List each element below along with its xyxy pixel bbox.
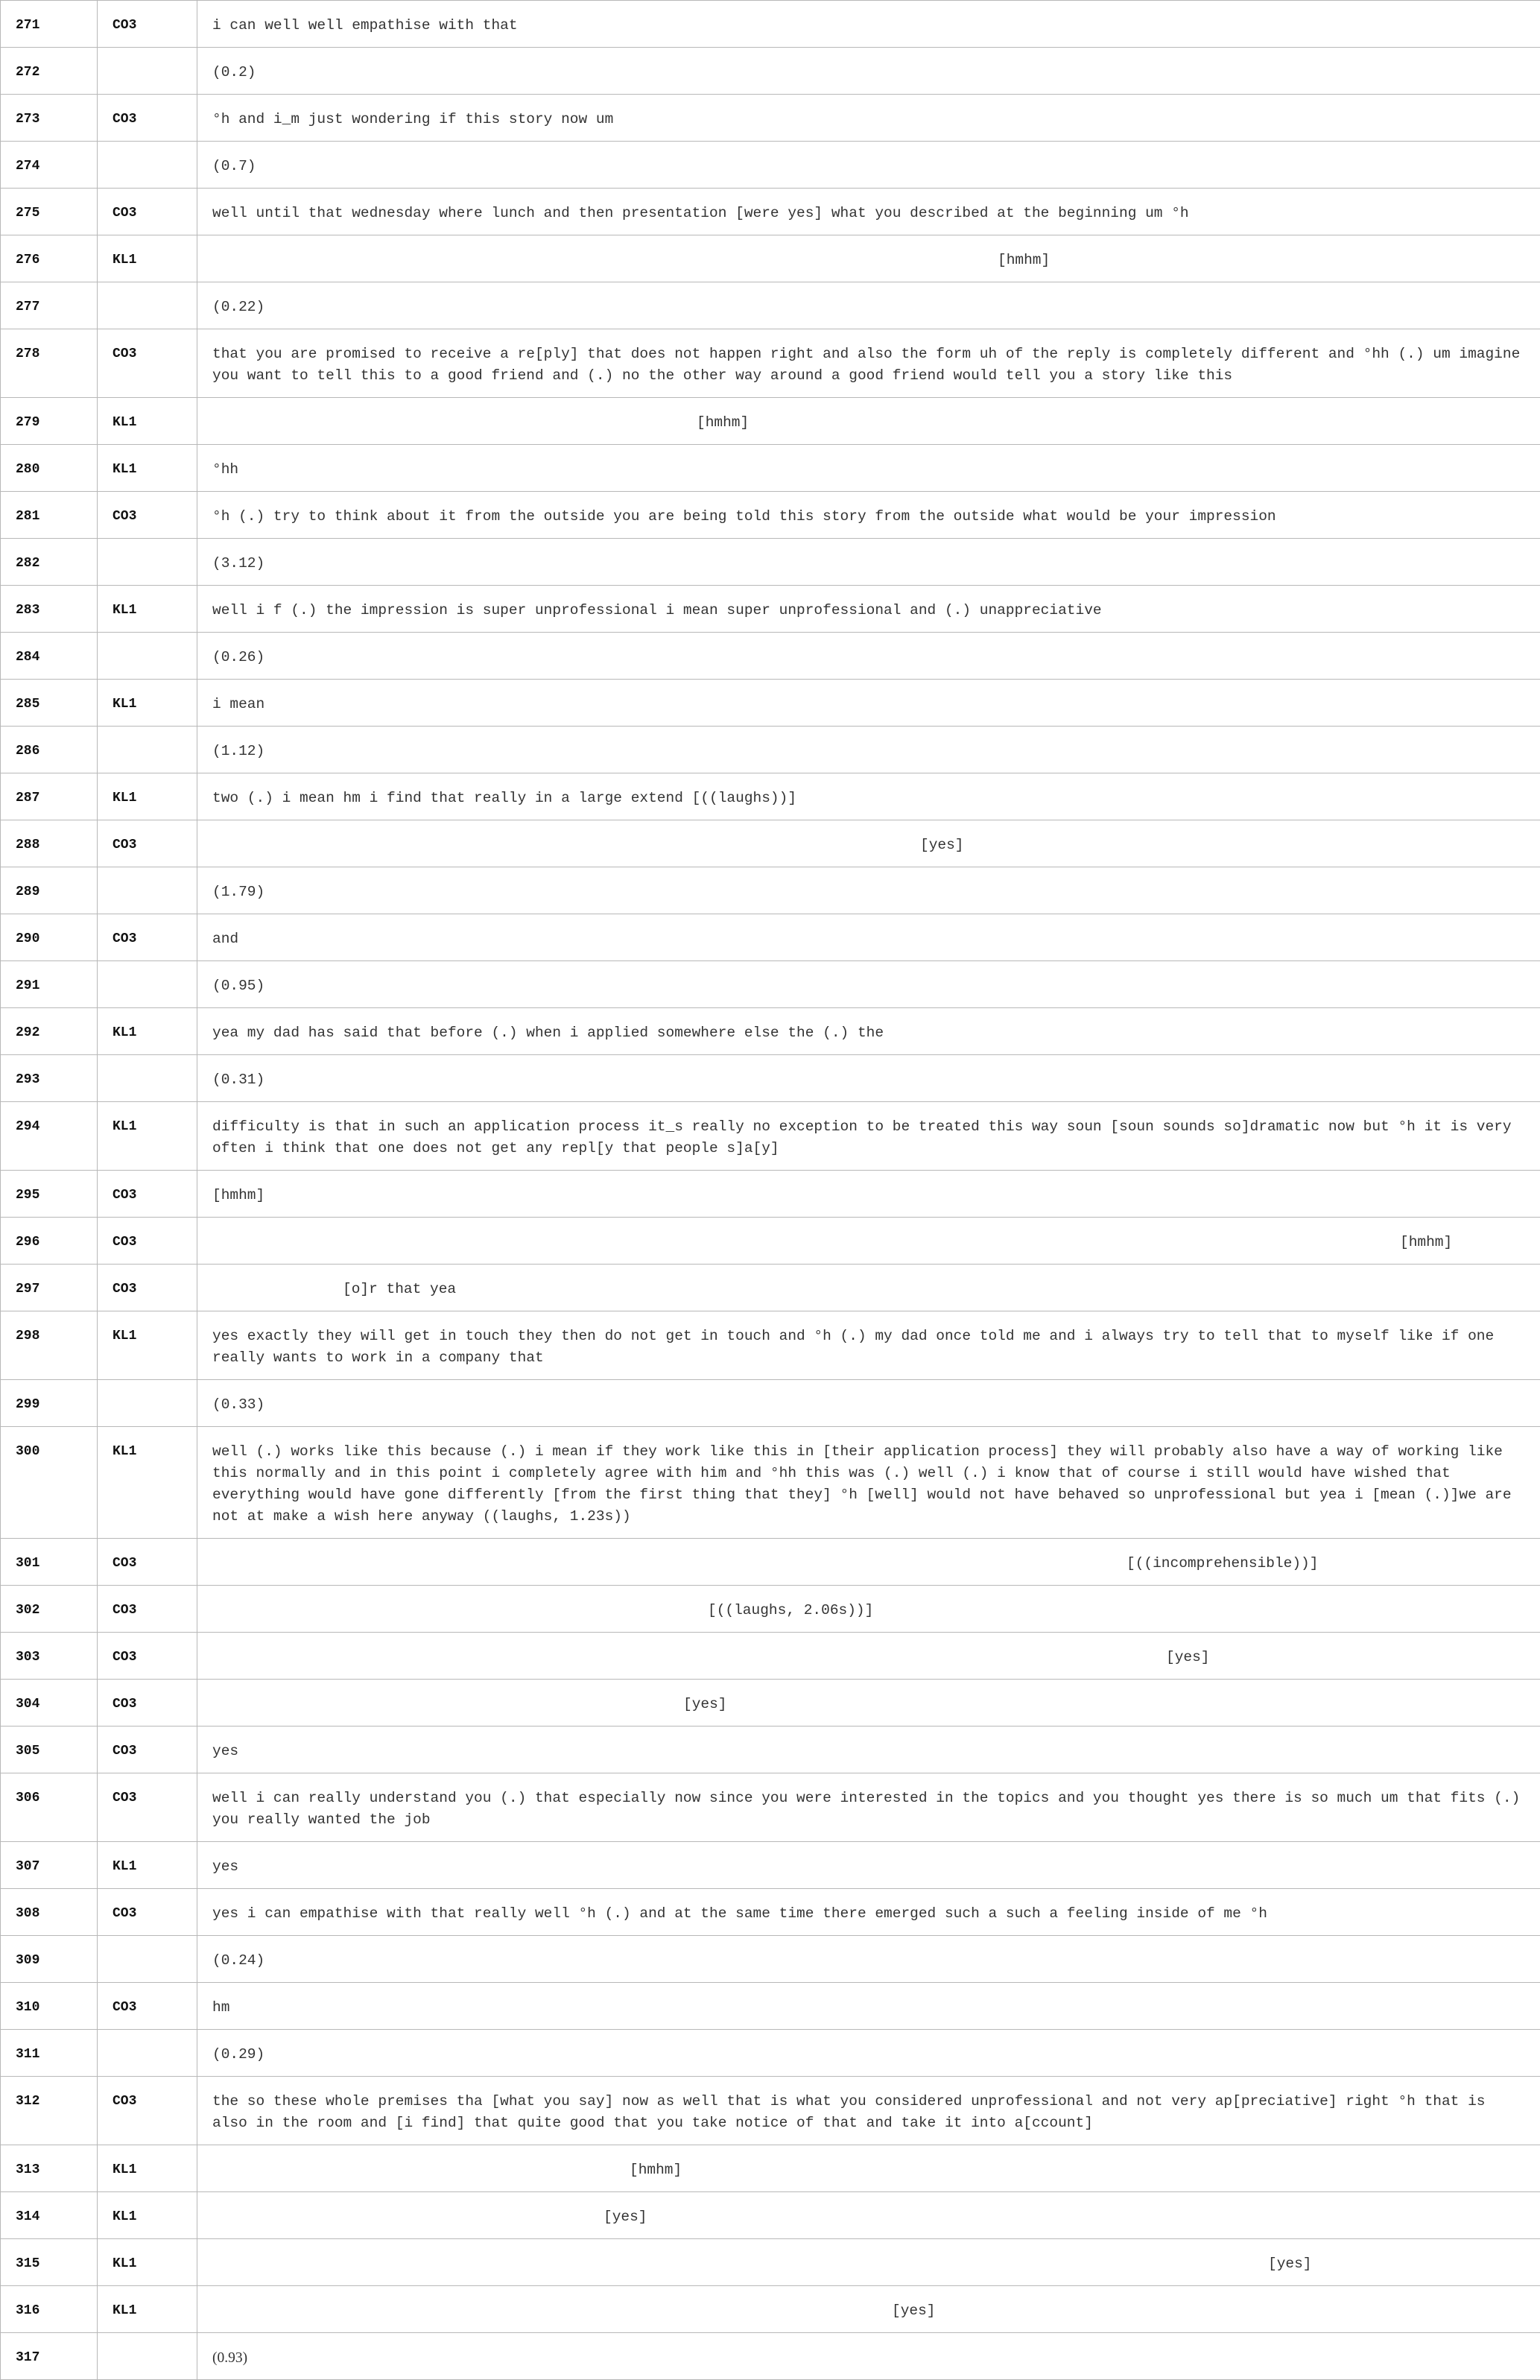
line-number: 285 <box>1 680 98 727</box>
utterance-text: (0.95) <box>197 961 1540 1008</box>
transcript-row <box>1 1055 1540 1102</box>
line-number: 292 <box>1 1008 98 1055</box>
speaker-code <box>98 2030 197 2077</box>
line-number: 314 <box>1 2192 98 2239</box>
utterance-text: that you are promised to receive a re[ply] that does not happen right and also the form uh of the reply is completely different and °hh (.) um imagine you want to tell this to a good friend and (.) no the other way around a good friend would tell you a story like this <box>197 329 1540 398</box>
utterance-text: (0.26) <box>197 633 1540 680</box>
line-number: 293 <box>1 1055 98 1102</box>
line-number: 290 <box>1 914 98 961</box>
transcript-row <box>1 1 1540 48</box>
transcript-row <box>1 48 1540 95</box>
utterance-text: difficulty is that in such an application process it_s really no exception to be treated this way soun [soun sounds so]dramatic now but °h it is very often i think that one does not get any repl[y that people s]a[y] <box>197 1102 1540 1171</box>
line-number: 288 <box>1 820 98 867</box>
line-number: 299 <box>1 1380 98 1427</box>
utterance-text: °hh <box>197 445 1540 492</box>
speaker-code <box>98 2333 197 2380</box>
transcript-row <box>1 445 1540 492</box>
utterance-text: [hmhm] <box>197 1218 1540 1265</box>
utterance-text: (1.12) <box>197 727 1540 773</box>
transcript-row <box>1 1633 1540 1680</box>
line-number: 316 <box>1 2286 98 2333</box>
utterance-text: yes exactly they will get in touch they then do not get in touch and °h (.) my dad once told me and i always try to tell that to myself like if one really wants to work in a company that <box>197 1311 1540 1380</box>
speaker-code: CO3 <box>98 1171 197 1218</box>
utterance-text: [yes] <box>197 1633 1540 1680</box>
utterance-text: [yes] <box>197 820 1540 867</box>
line-number: 295 <box>1 1171 98 1218</box>
transcript-row <box>1 1380 1540 1427</box>
line-number: 305 <box>1 1727 98 1773</box>
speaker-code: CO3 <box>98 1265 197 1311</box>
line-number: 304 <box>1 1680 98 1727</box>
line-number: 282 <box>1 539 98 586</box>
speaker-code: KL1 <box>98 1842 197 1889</box>
utterance-text: [((incomprehensible))] <box>197 1539 1540 1586</box>
speaker-code: KL1 <box>98 1311 197 1380</box>
transcript-row <box>1 961 1540 1008</box>
line-number: 275 <box>1 189 98 235</box>
transcript-row <box>1 1218 1540 1265</box>
transcript-row <box>1 773 1540 820</box>
utterance-text: (0.33) <box>197 1380 1540 1427</box>
line-number: 303 <box>1 1633 98 1680</box>
speaker-code: KL1 <box>98 586 197 633</box>
transcript-row <box>1 2145 1540 2192</box>
speaker-code <box>98 1055 197 1102</box>
utterance-text: and <box>197 914 1540 961</box>
speaker-code: KL1 <box>98 398 197 445</box>
transcript-row <box>1 1773 1540 1842</box>
transcript-row <box>1 1171 1540 1218</box>
speaker-code: CO3 <box>98 1680 197 1727</box>
utterance-text: [o]r that yea <box>197 1265 1540 1311</box>
utterance-text: the so these whole premises tha [what you say] now as well that is what you considered unprofessional and not very ap[preciative] right °h that is also in the room and [i find] that quite good that you take notice of that and take it into a[ccount] <box>197 2077 1540 2145</box>
transcript-row <box>1 539 1540 586</box>
line-number: 302 <box>1 1586 98 1633</box>
line-number: 271 <box>1 1 98 48</box>
line-number: 281 <box>1 492 98 539</box>
utterance-text: well i can really understand you (.) that especially now since you were interested in the topics and you thought yes there is so much um that fits (.) you really wanted the job <box>197 1773 1540 1842</box>
line-number: 289 <box>1 867 98 914</box>
utterance-text: (3.12) <box>197 539 1540 586</box>
speaker-code: CO3 <box>98 1 197 48</box>
utterance-text: (0.31) <box>197 1055 1540 1102</box>
utterance-text: (1.79) <box>197 867 1540 914</box>
line-number: 286 <box>1 727 98 773</box>
transcript-row <box>1 2030 1540 2077</box>
transcript-row <box>1 867 1540 914</box>
speaker-code: CO3 <box>98 1586 197 1633</box>
line-number: 317 <box>1 2333 98 2380</box>
speaker-code: CO3 <box>98 95 197 142</box>
line-number: 310 <box>1 1983 98 2030</box>
transcript-row <box>1 1008 1540 1055</box>
transcript-row <box>1 1936 1540 1983</box>
transcript-row <box>1 820 1540 867</box>
utterance-text: (0.2) <box>197 48 1540 95</box>
line-number: 284 <box>1 633 98 680</box>
transcript-row <box>1 1311 1540 1380</box>
speaker-code: KL1 <box>98 2286 197 2333</box>
transcript-row <box>1 2333 1540 2380</box>
speaker-code: CO3 <box>98 2077 197 2145</box>
speaker-code: KL1 <box>98 773 197 820</box>
utterance-text: hm <box>197 1983 1540 2030</box>
line-number: 291 <box>1 961 98 1008</box>
line-number: 309 <box>1 1936 98 1983</box>
line-number: 300 <box>1 1427 98 1539</box>
line-number: 294 <box>1 1102 98 1171</box>
utterance-text: i mean <box>197 680 1540 727</box>
utterance-text: [hmhm] <box>197 1171 1540 1218</box>
transcript-row <box>1 633 1540 680</box>
transcript-row <box>1 1265 1540 1311</box>
transcript-row <box>1 2192 1540 2239</box>
transcript-row <box>1 2286 1540 2333</box>
line-number: 280 <box>1 445 98 492</box>
transcript-row <box>1 95 1540 142</box>
speaker-code <box>98 633 197 680</box>
transcript-row <box>1 235 1540 282</box>
line-number: 277 <box>1 282 98 329</box>
line-number: 287 <box>1 773 98 820</box>
utterance-text: (0.29) <box>197 2030 1540 2077</box>
utterance-text: (0.22) <box>197 282 1540 329</box>
line-number: 276 <box>1 235 98 282</box>
line-number: 308 <box>1 1889 98 1936</box>
line-number: 272 <box>1 48 98 95</box>
speaker-code: CO3 <box>98 189 197 235</box>
speaker-code: KL1 <box>98 2239 197 2286</box>
transcript-row <box>1 680 1540 727</box>
speaker-code <box>98 1380 197 1427</box>
speaker-code: CO3 <box>98 329 197 398</box>
speaker-code: CO3 <box>98 1727 197 1773</box>
speaker-code <box>98 48 197 95</box>
line-number: 315 <box>1 2239 98 2286</box>
speaker-code <box>98 961 197 1008</box>
line-number: 283 <box>1 586 98 633</box>
speaker-code: CO3 <box>98 1633 197 1680</box>
speaker-code: CO3 <box>98 1889 197 1936</box>
speaker-code <box>98 142 197 189</box>
utterance-text: well (.) works like this because (.) i mean if they work like this in [their application process] they will probably also have a way of working like this normally and in this point i completely agree with him and °hh this was (.) well (.) i know that of course i still would have wished that everything would have gone differently [from the first thing that they] °h [well] would not have behaved so unprofessional but yea i [mean (.)]we are not at make a wish here anyway ((laughs, 1.23s)) <box>197 1427 1540 1539</box>
utterance-text: (0.24) <box>197 1936 1540 1983</box>
utterance-text: [hmhm] <box>197 2145 1540 2192</box>
transcript-row <box>1 1427 1540 1539</box>
transcript-row <box>1 1889 1540 1936</box>
transcript-row <box>1 142 1540 189</box>
utterance-text: [yes] <box>197 2286 1540 2333</box>
utterance-text: well i f (.) the impression is super unprofessional i mean super unprofessional and (.) unappreciative <box>197 586 1540 633</box>
transcript-row <box>1 282 1540 329</box>
line-number: 312 <box>1 2077 98 2145</box>
transcript-row <box>1 2077 1540 2145</box>
utterance-text: well until that wednesday where lunch and then presentation [were yes] what you described at the beginning um °h <box>197 189 1540 235</box>
line-number: 306 <box>1 1773 98 1842</box>
transcript-row <box>1 586 1540 633</box>
utterance-text: [((laughs, 2.06s))] <box>197 1586 1540 1633</box>
transcript-row <box>1 1586 1540 1633</box>
transcript-row <box>1 1983 1540 2030</box>
speaker-code: KL1 <box>98 680 197 727</box>
speaker-code <box>98 282 197 329</box>
speaker-code: CO3 <box>98 1218 197 1265</box>
transcript-row <box>1 398 1540 445</box>
line-number: 311 <box>1 2030 98 2077</box>
transcript-row <box>1 1680 1540 1727</box>
utterance-text: yes <box>197 1727 1540 1773</box>
utterance-text: [yes] <box>197 2192 1540 2239</box>
utterance-text: yes <box>197 1842 1540 1889</box>
line-number: 279 <box>1 398 98 445</box>
transcript-row <box>1 1727 1540 1773</box>
line-number: 273 <box>1 95 98 142</box>
speaker-code: CO3 <box>98 820 197 867</box>
transcript-row <box>1 492 1540 539</box>
line-number: 313 <box>1 2145 98 2192</box>
speaker-code: KL1 <box>98 1427 197 1539</box>
speaker-code <box>98 539 197 586</box>
speaker-code: CO3 <box>98 1773 197 1842</box>
transcript-row <box>1 2239 1540 2286</box>
speaker-code: KL1 <box>98 1008 197 1055</box>
utterance-text: two (.) i mean hm i find that really in a large extend [((laughs))] <box>197 773 1540 820</box>
speaker-code: CO3 <box>98 492 197 539</box>
transcript-row <box>1 1842 1540 1889</box>
utterance-text: [yes] <box>197 2239 1540 2286</box>
utterance-text: [hmhm] <box>197 235 1540 282</box>
line-number: 301 <box>1 1539 98 1586</box>
transcript-row <box>1 329 1540 398</box>
speaker-code: CO3 <box>98 1983 197 2030</box>
line-number: 274 <box>1 142 98 189</box>
speaker-code: KL1 <box>98 2145 197 2192</box>
line-number: 296 <box>1 1218 98 1265</box>
utterance-text: yes i can empathise with that really well °h (.) and at the same time there emerged such a such a feeling inside of me °h <box>197 1889 1540 1936</box>
line-number: 298 <box>1 1311 98 1380</box>
line-number: 278 <box>1 329 98 398</box>
transcript-body <box>1 1 1540 2380</box>
speaker-code: CO3 <box>98 914 197 961</box>
speaker-code <box>98 1936 197 1983</box>
utterance-text: (0.93) <box>197 2333 1540 2380</box>
transcript-row <box>1 1102 1540 1171</box>
line-number: 307 <box>1 1842 98 1889</box>
utterance-text: [yes] <box>197 1680 1540 1727</box>
line-number: 297 <box>1 1265 98 1311</box>
speaker-code: CO3 <box>98 1539 197 1586</box>
speaker-code: KL1 <box>98 235 197 282</box>
speaker-code: KL1 <box>98 1102 197 1171</box>
utterance-text: i can well well empathise with that <box>197 1 1540 48</box>
utterance-text: °h (.) try to think about it from the outside you are being told this story from the outside what would be your impression <box>197 492 1540 539</box>
transcript-row <box>1 914 1540 961</box>
transcript-row <box>1 1539 1540 1586</box>
speaker-code: KL1 <box>98 445 197 492</box>
transcript-row <box>1 189 1540 235</box>
speaker-code: KL1 <box>98 2192 197 2239</box>
utterance-text: °h and i_m just wondering if this story now um <box>197 95 1540 142</box>
utterance-text: [hmhm] <box>197 398 1540 445</box>
utterance-text: yea my dad has said that before (.) when i applied somewhere else the (.) the <box>197 1008 1540 1055</box>
utterance-text: (0.7) <box>197 142 1540 189</box>
speaker-code <box>98 727 197 773</box>
transcript-row <box>1 727 1540 773</box>
speaker-code <box>98 867 197 914</box>
